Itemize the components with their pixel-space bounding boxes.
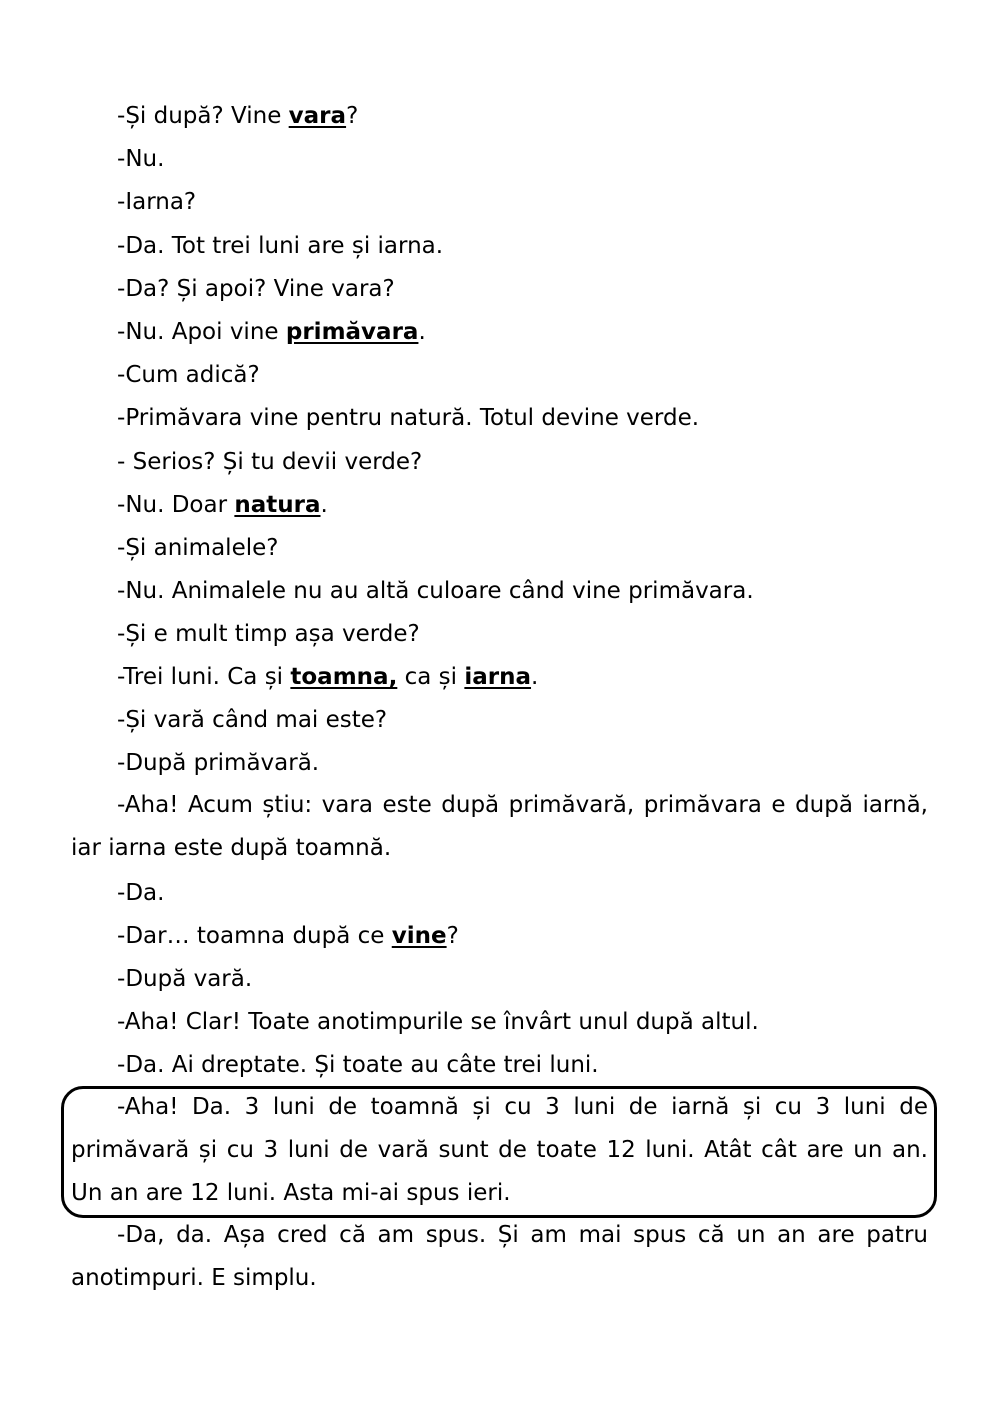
dialogue-line-10: -Nu. Doar natura. [117, 492, 328, 518]
keyword-vara: vara [288, 103, 347, 129]
dialogue-line-5: -Da? Și apoi? Vine vara? [117, 276, 395, 302]
dialogue-line-8: -Primăvara vine pentru natură. Totul devine verde. [117, 405, 700, 431]
dialogue-line-9: - Serios? Și tu devii verde? [117, 449, 423, 475]
dialogue-line-16: -După primăvară. [117, 750, 320, 776]
dialogue-line-22: -Da. Ai dreptate. Și toate au câte trei luni. [117, 1052, 599, 1078]
keyword-toamna: toamna, [290, 664, 398, 690]
dialogue-line-18: -Da. [117, 880, 165, 906]
keyword-primavara: primăvara [285, 319, 419, 345]
dialogue-line-19: -Dar… toamna după ce vine? [117, 923, 459, 949]
dialogue-line-7: -Cum adică? [117, 362, 260, 388]
dialogue-line-6: -Nu. Apoi vine primăvara. [117, 319, 426, 345]
keyword-iarna: iarna [464, 664, 532, 690]
dialogue-line-20: -După vară. [117, 966, 253, 992]
dialogue-line-1: -Și după? Vine vara? [117, 103, 359, 129]
dialogue-paragraph-17: -Aha! Acum știu: vara este după primăvară, primăvara e după iarnă, iar iarna este după toamnă. [71, 792, 928, 862]
dialogue-line-15: -Și vară când mai este? [117, 707, 388, 733]
dialogue-line-3: -Iarna? [117, 189, 197, 215]
keyword-vine: vine [391, 923, 447, 949]
dialogue-line-12: -Nu. Animalele nu au altă culoare când vine primăvara. [117, 578, 754, 604]
keyword-natura: natura [234, 492, 321, 518]
dialogue-paragraph-24: -Da, da. Așa cred că am spus. Și am mai spus că un an are patru anotimpuri. E simplu. [71, 1222, 928, 1292]
dialogue-line-21: -Aha! Clar! Toate anotimpurile se învârt unul după altul. [117, 1009, 759, 1035]
dialogue-line-13: -Și e mult timp așa verde? [117, 621, 420, 647]
dialogue-line-11: -Și animalele? [117, 535, 279, 561]
dialogue-line-2: -Nu. [117, 146, 165, 172]
dialogue-paragraph-23: -Aha! Da. 3 luni de toamnă și cu 3 luni de iarnă și cu 3 luni de primăvară și cu 3 luni de vară sunt de toate 12 luni. Atât cât are un an. Un an are 12 luni. Asta mi-ai spus ieri. [71, 1094, 928, 1207]
dialogue-line-14: -Trei luni. Ca și toamna, ca și iarna. [117, 664, 539, 690]
dialogue-line-4: -Da. Tot trei luni are și iarna. [117, 233, 444, 259]
